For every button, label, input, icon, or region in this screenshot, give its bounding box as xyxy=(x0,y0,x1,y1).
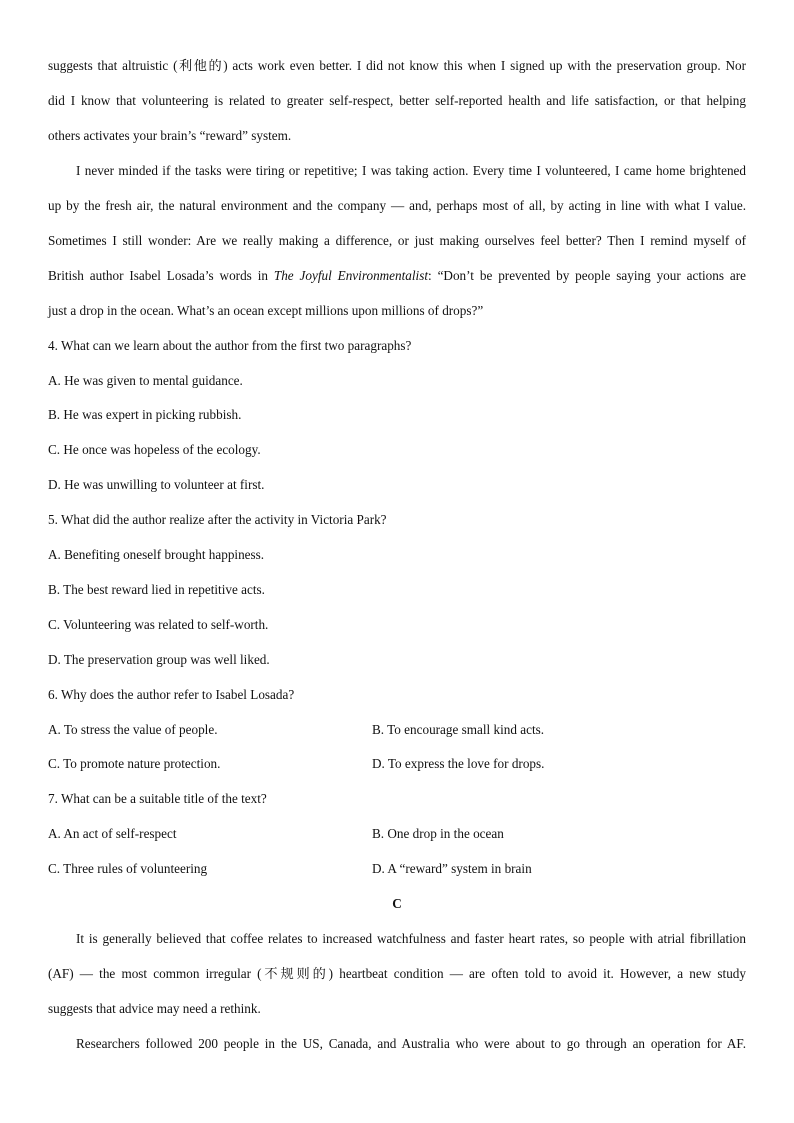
book-title: The Joyful Environmentalist xyxy=(273,268,429,283)
answer-option: C. Volunteering was related to self-worth. xyxy=(48,617,269,632)
answer-option-row xyxy=(48,721,746,739)
answer-option: B. The best reward lied in repetitive acts. xyxy=(48,582,265,597)
answer-option: D. The preservation group was well liked. xyxy=(48,652,270,667)
paragraph-line-with-book-title xyxy=(48,267,746,285)
paragraph-line: did I know that volunteering is related to greater self-respect, better self-reported health and life satisfaction, or that helping xyxy=(48,93,746,108)
answer-option: A. He was given to mental guidance. xyxy=(48,373,243,388)
answer-option: B. To encourage small kind acts. xyxy=(372,722,545,737)
answer-option: A. Benefiting oneself brought happiness. xyxy=(48,547,265,562)
paragraph-line: others activates your brain’s “reward” system. xyxy=(48,128,292,143)
answer-option: D. He was unwilling to volunteer at first. xyxy=(48,477,265,492)
paragraph-line: Sometimes I still wonder: Are we really making a difference, or just making ourselves feel better? Then I remind myself of xyxy=(48,233,746,248)
answer-option: B. He was expert in picking rubbish. xyxy=(48,407,242,422)
paragraph-line: up by the fresh air, the natural environment and the company — and, perhaps most of all, by acting in line with what I value. xyxy=(48,198,746,213)
answer-option: C. Three rules of volunteering xyxy=(48,861,208,876)
paragraph-line: suggests that altruistic (利他的) acts work even better. I did not know this when I signed up with the preservation group. Nor xyxy=(48,58,746,73)
paragraph-line: Researchers followed 200 people in the US, Canada, and Australia who were about to go through an operation for AF. xyxy=(76,1036,746,1051)
question-stem: 4. What can we learn about the author from the first two paragraphs? xyxy=(48,338,412,353)
answer-option-row xyxy=(48,860,746,878)
paragraph-line: (AF) — the most common irregular (不规则的) heartbeat condition — are often told to avoid it. However, a new study xyxy=(48,966,746,981)
answer-option: B. One drop in the ocean xyxy=(372,826,504,841)
line-text: : “Don’t be prevented by people saying your actions are xyxy=(428,268,746,283)
paragraph-line: It is generally believed that coffee relates to increased watchfulness and faster heart rates, so people with atrial fibrillation xyxy=(76,931,746,946)
section-heading: C xyxy=(392,896,402,911)
answer-option-row xyxy=(48,755,746,773)
answer-option: A. An act of self-respect xyxy=(48,826,177,841)
question-stem: 6. Why does the author refer to Isabel Losada? xyxy=(48,687,295,702)
question-stem: 7. What can be a suitable title of the text? xyxy=(48,791,267,806)
question-stem: 5. What did the author realize after the activity in Victoria Park? xyxy=(48,512,387,527)
paragraph-line: just a drop in the ocean. What’s an ocean except millions upon millions of drops?” xyxy=(48,303,484,318)
answer-option: D. To express the love for drops. xyxy=(372,756,545,771)
answer-option-row xyxy=(48,825,746,843)
line-text: British author Isabel Losada’s words in xyxy=(48,268,274,283)
paragraph-line: suggests that advice may need a rethink. xyxy=(48,1001,261,1016)
paragraph-line: I never minded if the tasks were tiring or repetitive; I was taking action. Every time I volunteered, I came home brightened xyxy=(76,163,746,178)
answer-option: C. He once was hopeless of the ecology. xyxy=(48,442,261,457)
answer-option: D. A “reward” system in brain xyxy=(372,861,532,876)
answer-option: C. To promote nature protection. xyxy=(48,756,221,771)
answer-option: A. To stress the value of people. xyxy=(48,722,218,737)
